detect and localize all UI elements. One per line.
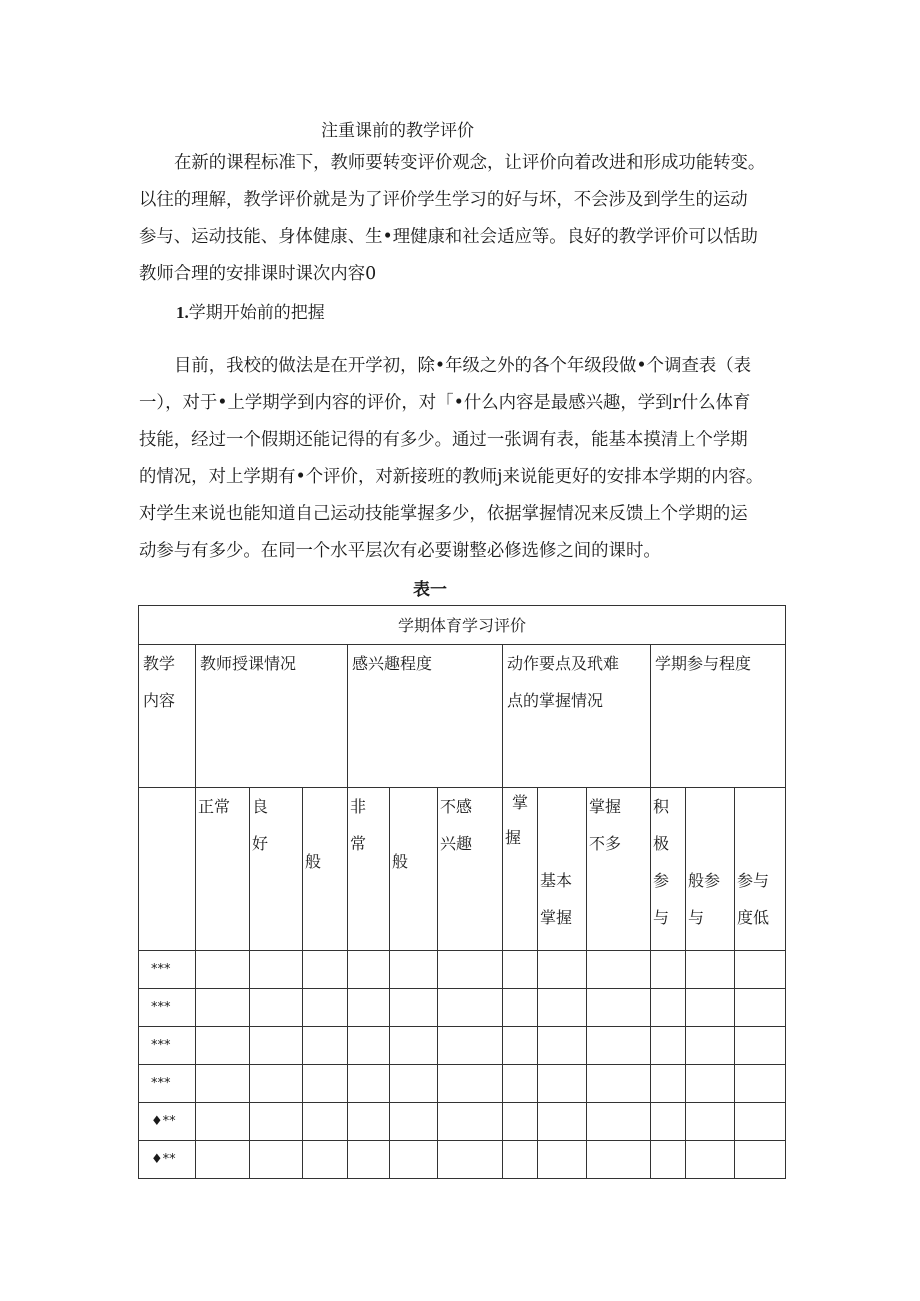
table-cell bbox=[196, 1141, 250, 1179]
paragraph-line: 目前，我校的做法是在开学初，除•年级之外的各个年级段做•个调查表（表 bbox=[174, 356, 752, 376]
subheader-line: 好 bbox=[252, 834, 269, 853]
header-teacher-instruction bbox=[196, 645, 348, 788]
table-cell bbox=[250, 1027, 303, 1065]
subheader-line: 参与 bbox=[737, 871, 770, 890]
table-cell bbox=[348, 1141, 390, 1179]
table-cell bbox=[651, 1027, 686, 1065]
table-cell bbox=[735, 1065, 786, 1103]
subheader-line: 不感 bbox=[440, 797, 473, 816]
row-label: *** bbox=[139, 1027, 196, 1065]
table-cell bbox=[438, 1027, 503, 1065]
table-cell bbox=[686, 1065, 735, 1103]
paragraph-line: 动参与有多少。在同一个水平层次有必要谢整必修选修之间的课时。 bbox=[139, 541, 661, 561]
table-caption: 表一 bbox=[413, 580, 447, 600]
subheader-good bbox=[250, 788, 303, 951]
subheader-line: 常 bbox=[350, 834, 367, 853]
evaluation-table bbox=[138, 605, 786, 1179]
subheader-mastered bbox=[503, 788, 538, 951]
table-cell bbox=[250, 1103, 303, 1141]
table-cell bbox=[686, 1103, 735, 1141]
subheader-line: 度低 bbox=[737, 908, 770, 927]
header-skill-mastery bbox=[503, 645, 651, 788]
section-heading bbox=[176, 298, 325, 328]
document-title: 注重课前的教学评价 bbox=[321, 121, 474, 141]
header-teaching-content bbox=[139, 645, 196, 788]
table-cell bbox=[651, 989, 686, 1027]
subheader-line: 非 bbox=[350, 797, 367, 816]
table-cell bbox=[196, 1103, 250, 1141]
table-cell bbox=[390, 1141, 438, 1179]
row-label: ♦** bbox=[139, 1141, 196, 1179]
subheader-very bbox=[348, 788, 390, 951]
table-cell bbox=[651, 1141, 686, 1179]
table-cell bbox=[503, 1065, 538, 1103]
subheader-low-participation bbox=[735, 788, 786, 951]
table-cell bbox=[587, 1141, 651, 1179]
table-cell bbox=[250, 1065, 303, 1103]
table-cell bbox=[538, 1065, 587, 1103]
table-cell bbox=[390, 1103, 438, 1141]
table-cell bbox=[538, 1141, 587, 1179]
subheader-average-interest bbox=[390, 788, 438, 951]
header-line: 感兴趣程度 bbox=[352, 654, 433, 673]
subheader-line: 般 bbox=[305, 852, 322, 871]
subheader-line: 般 bbox=[392, 852, 409, 871]
table-cell bbox=[587, 951, 651, 989]
subheader-line: 掌 bbox=[512, 793, 529, 812]
header-line: 教学 bbox=[143, 654, 176, 673]
paragraph-line: 以往的理解，教学评价就是为了评价学生学习的好与坏，不会涉及到学生的运动 bbox=[139, 190, 748, 210]
table-cell bbox=[348, 1103, 390, 1141]
row-label: *** bbox=[139, 1065, 196, 1103]
subheader-line: 不多 bbox=[589, 834, 622, 853]
table-cell bbox=[348, 951, 390, 989]
subheader-line: 兴趣 bbox=[440, 834, 473, 853]
table-row bbox=[139, 1103, 786, 1141]
paragraph-line: 在新的课程标准下，教师要转变评价观念，让评价向着改进和形成功能转变。 bbox=[174, 153, 766, 173]
header-line: 学期参与程度 bbox=[655, 654, 752, 673]
table-row bbox=[139, 1027, 786, 1065]
table-cell bbox=[438, 1141, 503, 1179]
table-cell bbox=[438, 989, 503, 1027]
row-label: ♦** bbox=[139, 1103, 196, 1141]
section-heading-text: 学期开始前的把握 bbox=[188, 303, 325, 323]
header-line: 内容 bbox=[143, 691, 176, 710]
subheader-little-mastered bbox=[587, 788, 651, 951]
subheader-active bbox=[651, 788, 686, 951]
table-cell bbox=[303, 951, 348, 989]
subheader-line: 参 bbox=[653, 871, 670, 890]
table-row bbox=[139, 1141, 786, 1179]
paragraph-line: 技能，经过一个假期还能记得的有多少。通过一张调有表，能基本摸清上个学期 bbox=[139, 430, 748, 450]
header-participation bbox=[651, 645, 786, 788]
table-cell bbox=[503, 951, 538, 989]
table-cell bbox=[735, 951, 786, 989]
table-cell bbox=[686, 1141, 735, 1179]
table-cell bbox=[651, 1103, 686, 1141]
table-cell bbox=[390, 1065, 438, 1103]
table-title: 学期体育学习评价 bbox=[139, 606, 786, 645]
table-cell bbox=[538, 1027, 587, 1065]
subheader-average bbox=[303, 788, 348, 951]
header-interest-level bbox=[348, 645, 503, 788]
table-cell bbox=[196, 951, 250, 989]
table-cell bbox=[735, 1103, 786, 1141]
subheader-basically-mastered bbox=[538, 788, 587, 951]
subheader-line: 握 bbox=[505, 828, 522, 847]
table-cell bbox=[303, 1065, 348, 1103]
table-cell bbox=[303, 1141, 348, 1179]
intro-paragraph bbox=[139, 145, 787, 293]
table-cell bbox=[303, 1103, 348, 1141]
table-cell bbox=[503, 989, 538, 1027]
table-cell bbox=[503, 1141, 538, 1179]
table-cell bbox=[538, 989, 587, 1027]
subheader-normal bbox=[196, 788, 250, 951]
table-cell bbox=[438, 1065, 503, 1103]
subheader-line: 掌握 bbox=[540, 908, 573, 927]
table-cell bbox=[538, 951, 587, 989]
table-cell bbox=[538, 1103, 587, 1141]
table-cell bbox=[587, 989, 651, 1027]
row-label: *** bbox=[139, 951, 196, 989]
table-cell bbox=[735, 989, 786, 1027]
table-cell bbox=[438, 951, 503, 989]
table-cell bbox=[503, 1103, 538, 1141]
table-row bbox=[139, 1065, 786, 1103]
table-cell bbox=[390, 951, 438, 989]
table-cell bbox=[250, 951, 303, 989]
table-cell bbox=[196, 1065, 250, 1103]
table-cell bbox=[303, 989, 348, 1027]
table-cell bbox=[348, 989, 390, 1027]
table-cell bbox=[303, 1027, 348, 1065]
table-cell bbox=[686, 1027, 735, 1065]
paragraph-line: 一），对于•上学期学到内容的评价，对「•什么内容是最感兴趣，学到r什么体育 bbox=[139, 393, 751, 413]
table-cell bbox=[250, 989, 303, 1027]
table-row bbox=[139, 951, 786, 989]
paragraph-line: 的情况，对上学期有•个评价，对新接班的教师j来说能更好的安排本学期的内容。 bbox=[139, 467, 764, 487]
table-cell bbox=[438, 1103, 503, 1141]
row-label: *** bbox=[139, 989, 196, 1027]
table-cell bbox=[587, 1027, 651, 1065]
paragraph-line: 教师合理的安排课时课次内容0 bbox=[139, 264, 377, 284]
subheader-line: 与 bbox=[653, 908, 670, 927]
table-cell bbox=[735, 1027, 786, 1065]
header-line: 动作要点及玳难 bbox=[507, 654, 620, 673]
table-cell bbox=[587, 1065, 651, 1103]
table-cell bbox=[735, 1141, 786, 1179]
body-paragraph bbox=[139, 348, 787, 570]
table-cell bbox=[390, 1027, 438, 1065]
table-row bbox=[139, 989, 786, 1027]
section-number: 1. bbox=[176, 303, 189, 322]
table-cell bbox=[587, 1103, 651, 1141]
subheader-line: 掌握 bbox=[589, 797, 622, 816]
table-cell bbox=[503, 1027, 538, 1065]
subheader-line: 般参 bbox=[688, 871, 721, 890]
paragraph-line: 对学生来说也能知道自己运动技能掌握多少，依据掌握情况来反馈上个学期的运 bbox=[139, 504, 748, 524]
table-cell bbox=[250, 1141, 303, 1179]
subheader-not-interested bbox=[438, 788, 503, 951]
table-cell bbox=[651, 1065, 686, 1103]
subheader-line: 基本 bbox=[540, 871, 573, 890]
subheader-average-participation bbox=[686, 788, 735, 951]
header-line: 点的掌握情况 bbox=[507, 691, 604, 710]
table-cell bbox=[390, 989, 438, 1027]
subheader-line: 正常 bbox=[198, 797, 231, 816]
table-cell bbox=[196, 1027, 250, 1065]
subheader-line: 极 bbox=[653, 834, 670, 853]
table-cell bbox=[686, 989, 735, 1027]
subheader-line: 与 bbox=[688, 908, 705, 927]
table-cell bbox=[348, 1065, 390, 1103]
paragraph-line: 参与、运动技能、身体健康、生•理健康和社会适应等。良好的教学评价可以恬助 bbox=[139, 227, 758, 247]
subheader-line: 积 bbox=[653, 797, 670, 816]
header-line: 教师授课情况 bbox=[200, 654, 297, 673]
table-cell bbox=[348, 1027, 390, 1065]
table-cell bbox=[686, 951, 735, 989]
subheader-empty bbox=[139, 788, 196, 951]
subheader-line: 良 bbox=[252, 797, 269, 816]
table-cell bbox=[196, 989, 250, 1027]
table-cell bbox=[651, 951, 686, 989]
